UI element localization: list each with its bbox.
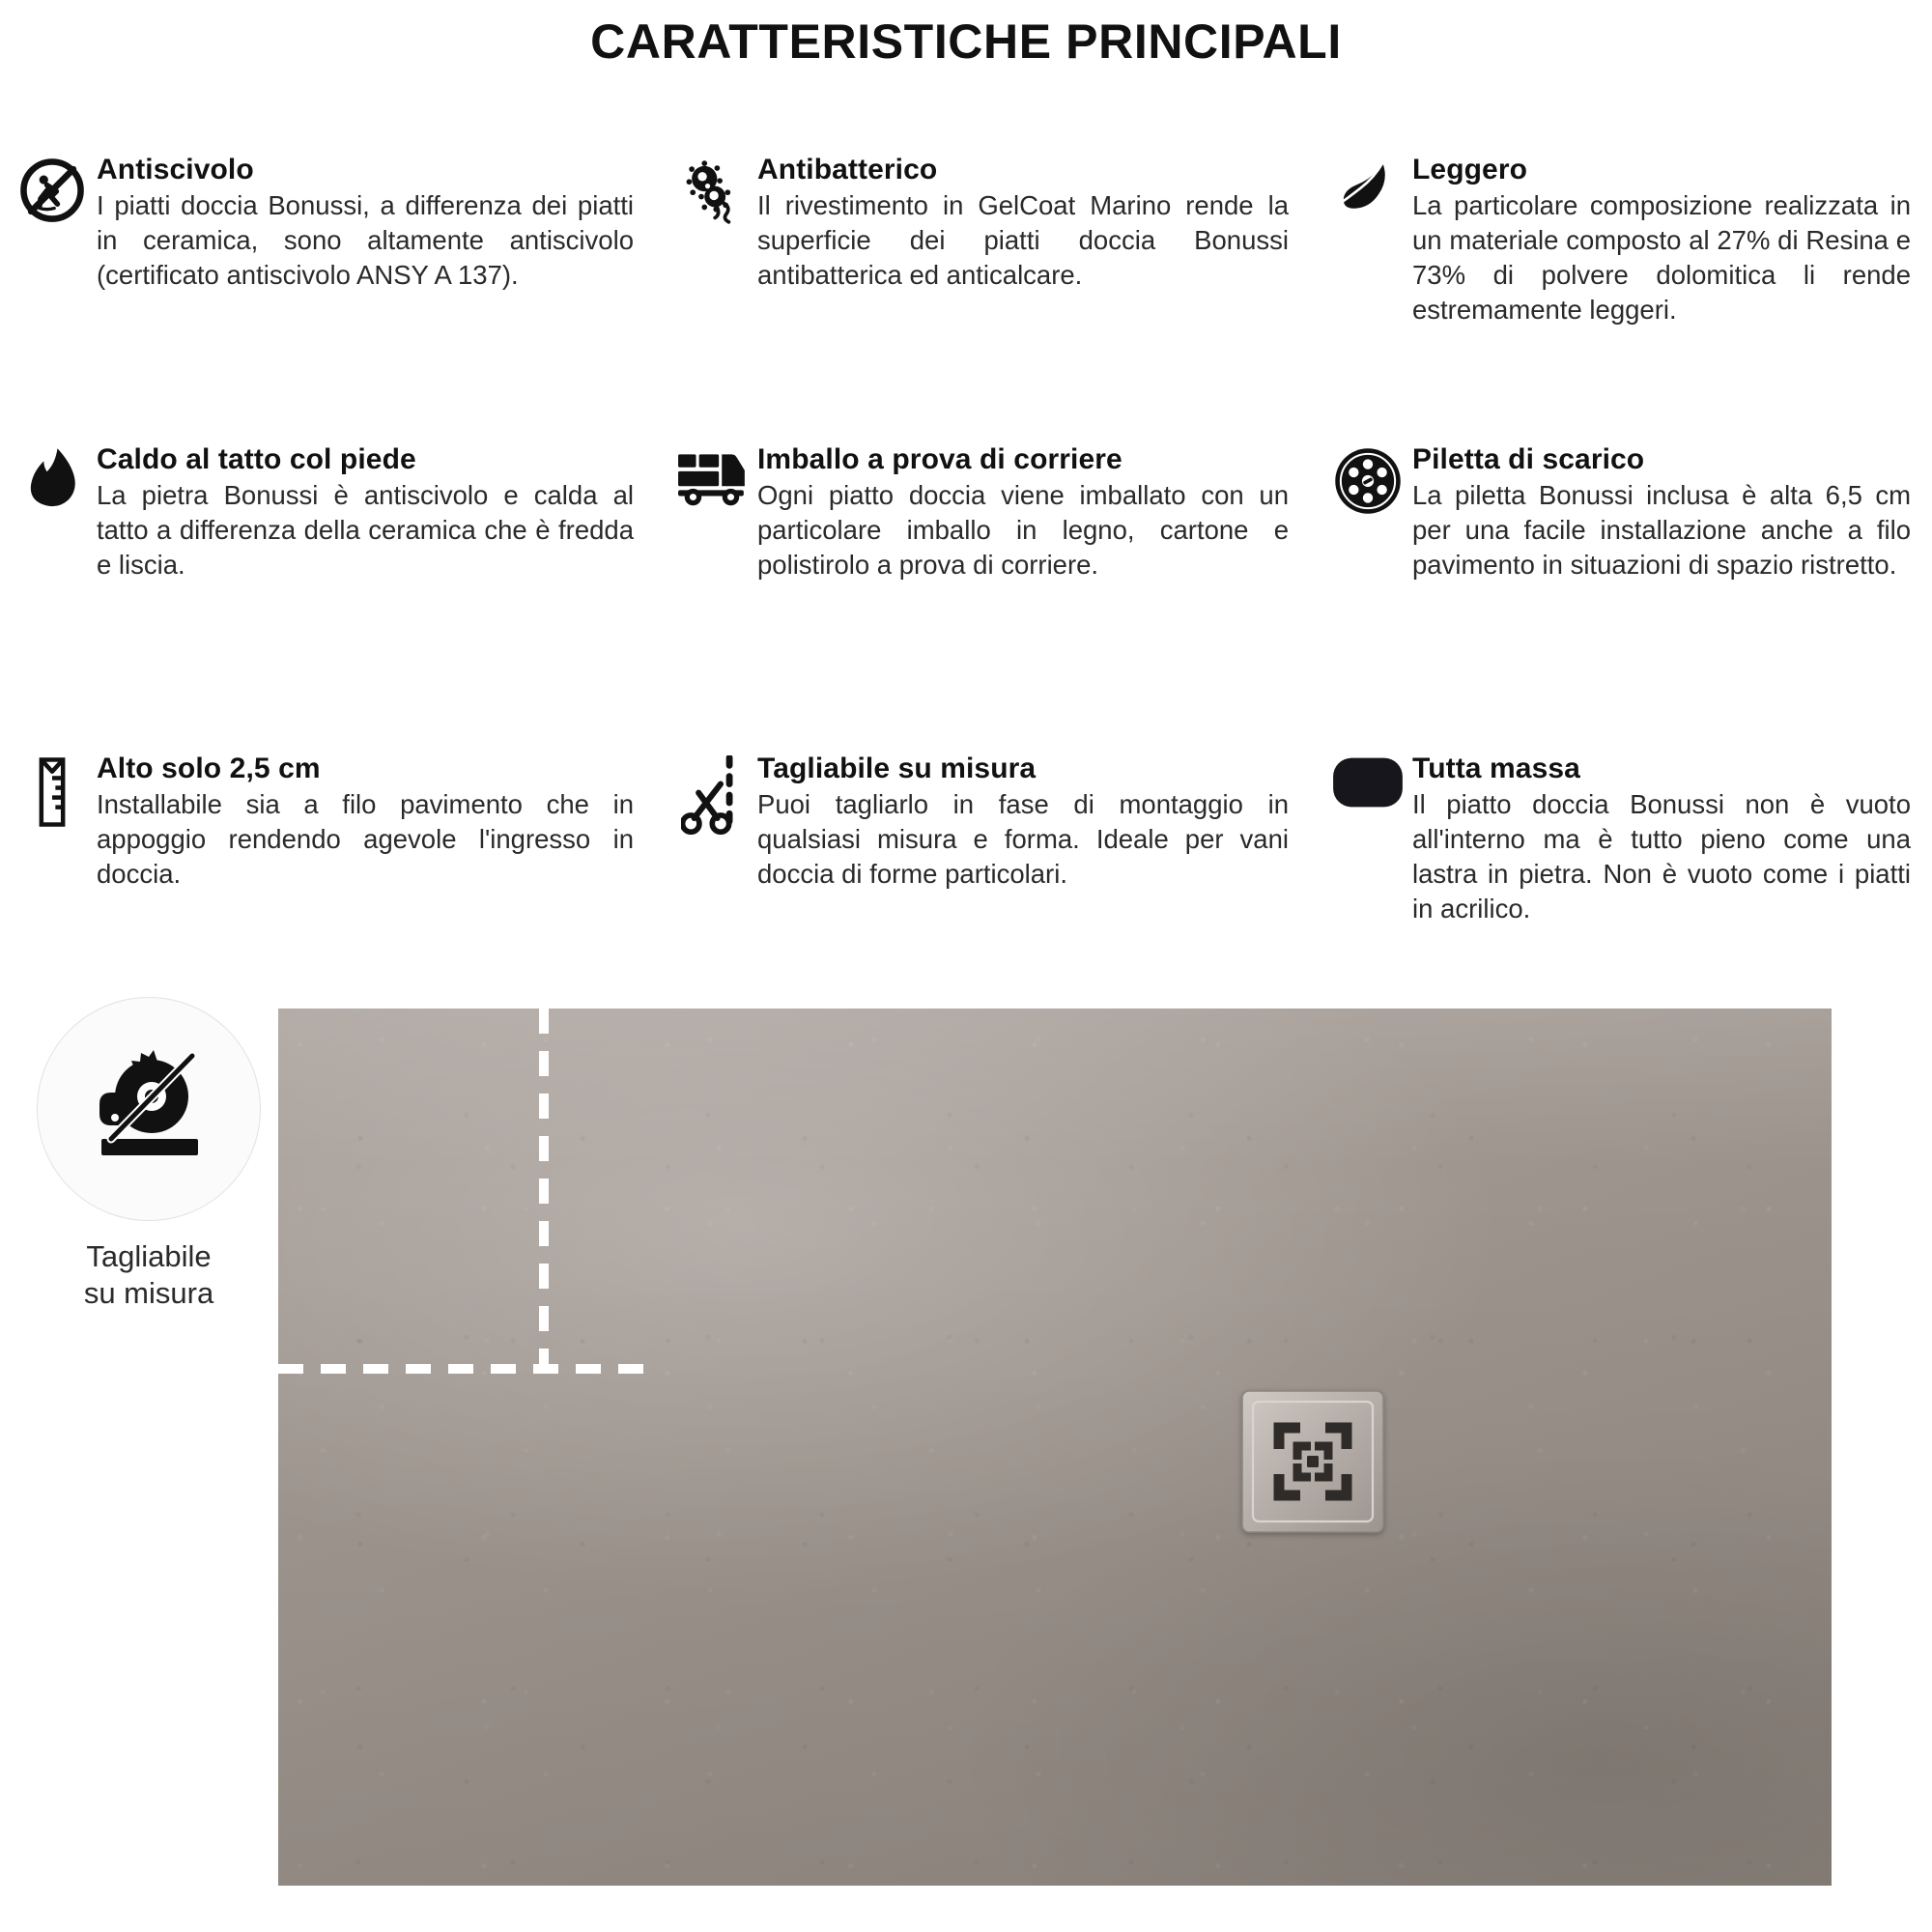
feature-text [1412, 444, 1932, 582]
feature-body: Installabile sia a filo pavimento che in appoggio rendendo agevole l'ingresso in doccia. [97, 789, 634, 889]
feature-text [1412, 753, 1932, 925]
feature-text [97, 753, 655, 892]
scissors-cut-line-icon [668, 753, 757, 835]
delivery-truck-icon [668, 444, 757, 506]
feature-leggero [1310, 155, 1932, 444]
feature-text [97, 155, 655, 293]
feather-icon [1323, 155, 1412, 224]
feature-title: Alto solo 2,5 cm [97, 753, 321, 784]
feature-body: La piletta Bonussi inclusa è alta 6,5 cm per una facile installazione anche a filo pavimento in situazioni di spazio ristretto. [1412, 480, 1911, 580]
feature-title: Tutta massa [1412, 753, 1580, 784]
circular-saw-icon [76, 1044, 221, 1175]
feature-body: Ogni piatto doccia viene imballato con un particolare imballo in legno, cartone e polistirolo a prova di corriere. [757, 480, 1289, 580]
shower-tray-photo [278, 1009, 1832, 1886]
feature-title: Leggero [1412, 154, 1528, 185]
feature-text [97, 444, 655, 582]
solid-slab-icon [1323, 753, 1412, 810]
feature-body: I piatti doccia Bonussi, a differenza dei piatti in ceramica, sono altamente antiscivolo (certificato antiscivolo ANSY A 137). [97, 190, 634, 290]
feature-grid [0, 155, 1932, 995]
feature-text [757, 444, 1310, 582]
feature-title: Caldo al tatto col piede [97, 443, 416, 475]
badge-label-line1: Tagliabile [86, 1239, 212, 1273]
no-slip-icon [8, 155, 97, 224]
feature-antibatterico [655, 155, 1310, 444]
feature-piletta [1310, 444, 1932, 753]
feature-row-2 [0, 444, 1932, 753]
feature-caldo-al-tatto [0, 444, 655, 753]
ruler-icon [8, 753, 97, 829]
feature-antiscivolo [0, 155, 655, 444]
flame-icon [8, 444, 97, 514]
feature-title: Piletta di scarico [1412, 443, 1645, 475]
feature-body: Puoi tagliarlo in fase di montaggio in qualsiasi misura e forma. Ideale per vani doccia di forme particolari. [757, 789, 1289, 889]
feature-body: Il piatto doccia Bonussi non è vuoto all'interno ma è tutto pieno come una lastra in pietra. Non è vuoto come i piatti in acrilico. [1412, 789, 1911, 923]
square-drain-cover [1240, 1389, 1385, 1534]
feature-imballo [655, 444, 1310, 753]
feature-title: Imballo a prova di corriere [757, 443, 1122, 475]
badge-label [33, 1238, 265, 1312]
feature-text [757, 753, 1310, 892]
feature-body: Il rivestimento in GelCoat Marino rende la superficie dei piatti doccia Bonussi antibatterica ed anticalcare. [757, 190, 1289, 290]
page-title: CARATTERISTICHE PRINCIPALI [590, 14, 1342, 69]
feature-tagliabile [655, 753, 1310, 995]
tagliabile-badge [33, 997, 265, 1312]
drain-grate-icon [1323, 444, 1412, 516]
feature-row-3 [0, 753, 1932, 995]
feature-title: Antibatterico [757, 154, 938, 185]
feature-text [757, 155, 1310, 293]
cut-line-horizontal [278, 1364, 645, 1374]
bacteria-icon [668, 155, 757, 224]
cut-line-vertical [539, 1009, 549, 1378]
feature-row-1 [0, 155, 1932, 444]
feature-tutta-massa [1310, 753, 1932, 995]
feature-body: La pietra Bonussi è antiscivolo e calda al tatto a differenza della ceramica che è fredda e liscia. [97, 480, 634, 580]
feature-alto-solo [0, 753, 655, 995]
feature-title: Tagliabile su misura [757, 753, 1037, 784]
feature-body: La particolare composizione realizzata in un materiale composto al 27% di Resina e 73% di polvere dolomitica li rende estremamente leggeri. [1412, 190, 1911, 325]
feature-text [1412, 155, 1932, 327]
badge-circle [37, 997, 261, 1221]
badge-label-line2: su misura [83, 1275, 214, 1310]
feature-title: Antiscivolo [97, 154, 254, 185]
